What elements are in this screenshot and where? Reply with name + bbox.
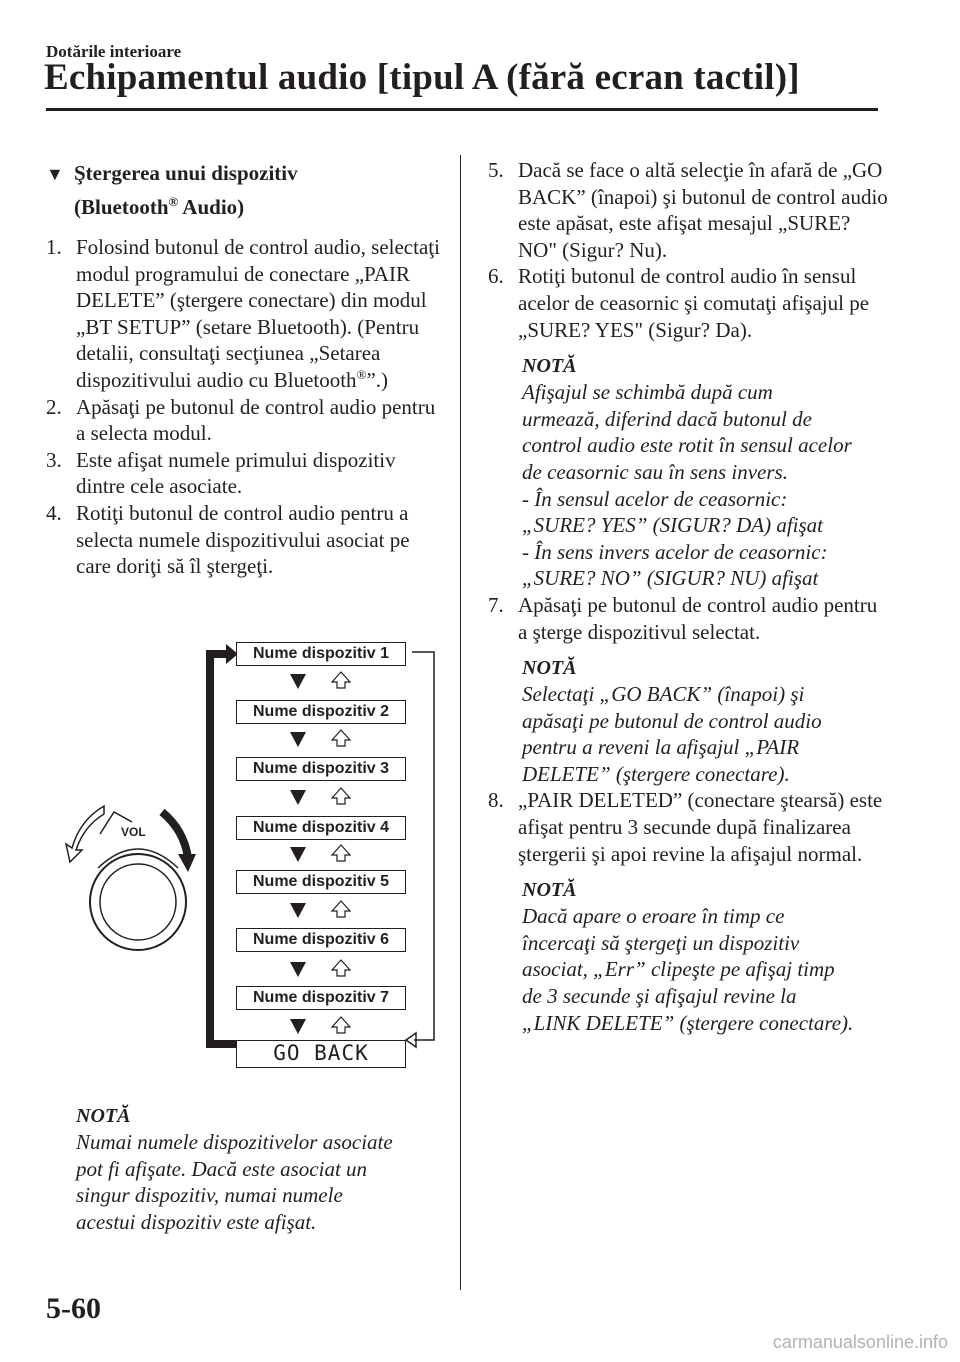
arrow-up-icon [331,959,351,977]
device-box-6: Nume dispozitiv 6 [236,928,406,952]
subsection-title: ▼ Ştergerea unui dispozitiv (Bluetooth® Audio) [46,157,441,224]
triangle-bullet-icon: ▼ [46,164,64,184]
note-left: NOTĂ Numai numele dispozitivelor asociate pot fi afişate. Dacă este asociat un singur dispozitiv, numai numele acestui dispozitiv este afişat. [76,1105,393,1234]
step-8: 8. „PAIR DELETED” (conectare ştearsă) este afişat pentru 3 secunde după finalizarea ştergerii şi apoi revine la afişajul normal. [488,788,883,866]
arrow-up-icon [331,671,351,689]
step-1: 1. Folosind butonul de control audio, selectaţi modul programului de conectare „PAIR DELETE” (ştergere conectare) din modul „BT SETUP” (setare Bluetooth). (Pentru detalii, consultaţi secţiunea „Setarea dispozitivului audio cu Bluetooth®”.) [46,235,440,392]
arrow-down-icon [290,903,306,918]
page-number: 5-60 [46,1292,101,1325]
arrow-down-icon [290,847,306,862]
device-box-3: Nume dispozitiv 3 [236,757,406,781]
arrow-down-icon [290,790,306,805]
right-column [488,157,888,1036]
page-title: Echipamentul audio [tipul A (fără ecran tactil)] [44,57,800,98]
step-3: 3. Este afişat numele primului dispozitiv dintre cele asociate. [46,447,396,499]
step-7: 7. Apăsaţi pe butonul de control audio pentru a şterge dispozitivul selectat. [488,592,878,644]
arrow-up-icon [331,900,351,918]
device-selection-diagram [60,640,460,1080]
go-back-box: GO BACK [236,1040,406,1068]
arrow-up-icon [331,844,351,862]
arrow-up-icon [331,729,351,747]
device-box-5: Nume dispozitiv 5 [236,870,406,894]
arrow-up-icon [331,787,351,805]
left-column [46,157,441,580]
watermark: carmanualsonline.info [772,1332,948,1352]
note-3: NOTĂ Dacă apare o eroare în timp ce încercaţi să ştergeţi un dispozitiv asociat, „Err” clipeşte pe afişaj timp de 3 secunde şi afişajul revine la „LINK DELETE” (ştergere conectare). [522,879,854,1035]
audio-control-knob-icon [64,790,204,990]
arrow-down-icon [290,1019,306,1034]
vol-label: VOL [121,825,146,839]
arrow-down-icon [290,962,306,977]
step-5: 5. Dacă se face o altă selecţie în afară de „GO BACK” (înapoi) şi butonul de control audio este apăsat, este afişat mesajul „SURE? NO" (Sigur? Nu). [488,158,888,262]
device-box-1: Nume dispozitiv 1 [236,642,406,666]
arrow-down-icon [290,674,306,689]
device-box-2: Nume dispozitiv 2 [236,700,406,724]
device-box-4: Nume dispozitiv 4 [236,816,406,840]
arrow-down-icon [290,732,306,747]
step-2: 2. Apăsaţi pe butonul de control audio pentru a selecta modul. [46,394,436,446]
step-4: 4. Rotiţi butonul de control audio pentru a selecta numele dispozitivului asociat pe care doriţi să îl ştergeţi. [46,500,410,579]
step-6: 6. Rotiţi butonul de control audio în sensul acelor de ceasornic şi comutaţi afişajul pe „SURE? YES" (Sigur? Da). [488,264,870,342]
note-1: NOTĂ Afişajul se schimbă după cum urmează, diferind dacă butonul de control audio este rotit în sensul acelor de ceasornic sau în sens invers. - În sensul acelor de ceasornic: „SURE? YES” (SIGUR? DA) afişat - În sens invers acelor de ceasornic: „SURE? NO” (SIGUR? NU) afişat [522,355,852,591]
header-rule [46,108,878,111]
section-label: Dotările interioare [46,42,182,61]
arrow-up-icon [331,1016,351,1034]
note-2: NOTĂ Selectaţi „GO BACK” (înapoi) şi apăsaţi pe butonul de control audio pentru a reveni la afişajul „PAIR DELETE” (ştergere conectare). [522,657,822,786]
device-box-7: Nume dispozitiv 7 [236,986,406,1010]
